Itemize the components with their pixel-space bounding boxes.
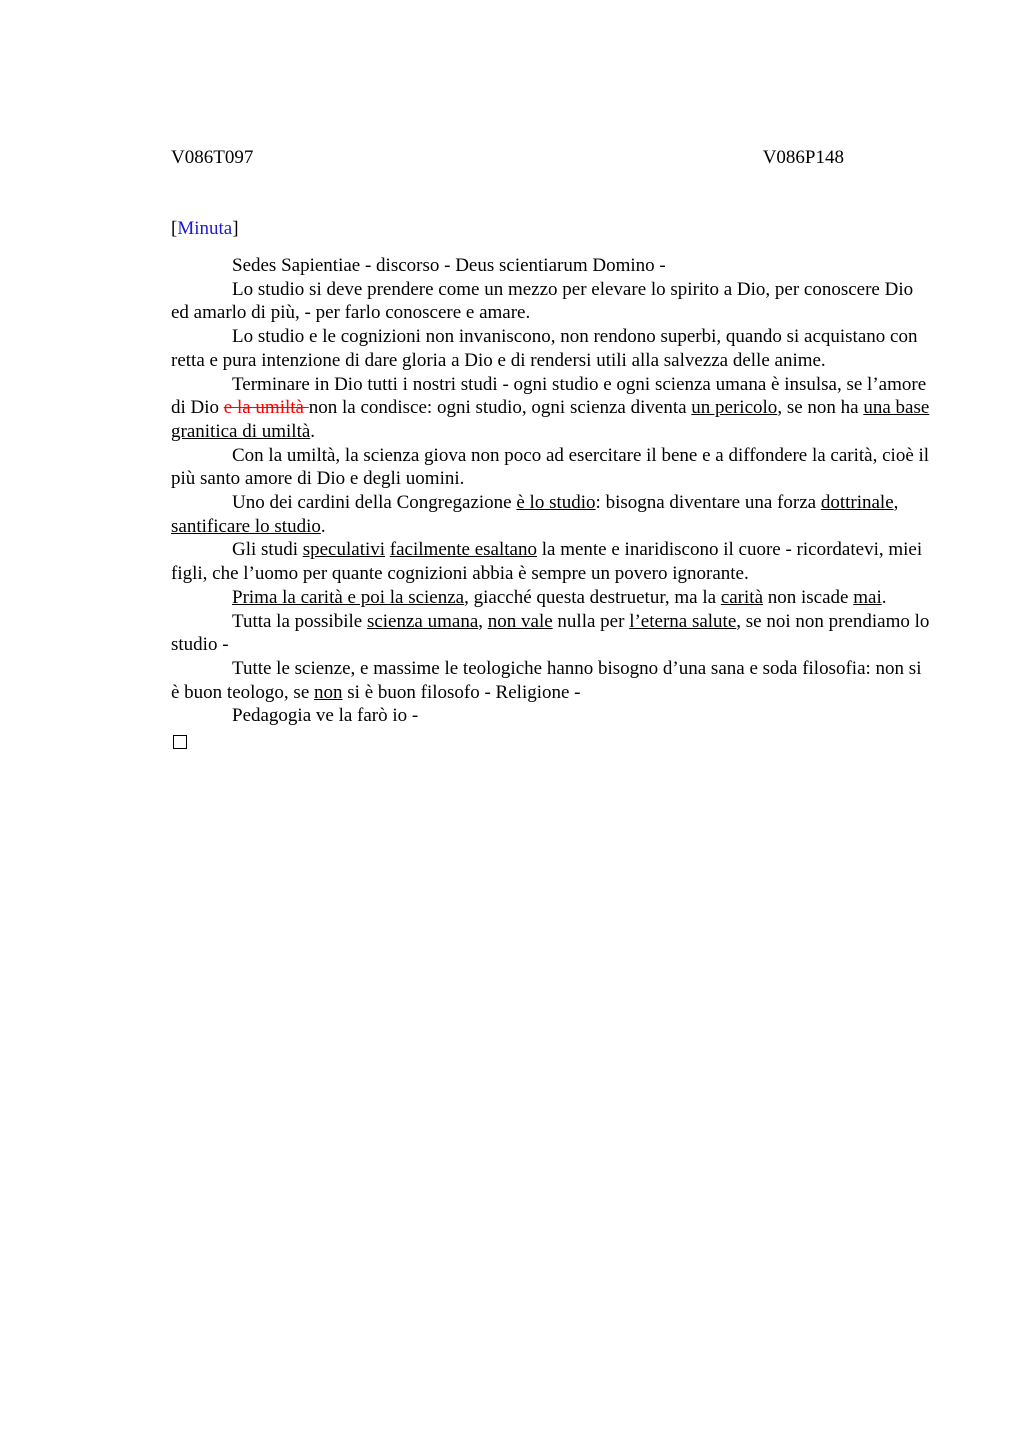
text-segment: si è buon filosofo - Religione - — [342, 681, 581, 703]
underlined-text: dottrinale — [820, 492, 894, 514]
text-segment: Con la umiltà, la scienza giova non poco ad esercitare il bene e a diffondere la carità, cioè il più santo amore di Dio e degli uomini. — [171, 444, 930, 490]
text-segment: nulla per — [552, 610, 630, 632]
paragraph — [171, 325, 931, 372]
paragraph — [171, 704, 931, 728]
text-segment: . — [881, 586, 887, 608]
underlined-text: scienza umana — [366, 610, 479, 632]
document-code-right: V086P148 — [762, 147, 844, 168]
end-marker — [171, 728, 931, 755]
paragraph — [171, 373, 931, 444]
underlined-text: una base granitica di umiltà — [171, 397, 930, 442]
document-header — [171, 145, 844, 171]
paragraph — [171, 444, 931, 491]
text-segment: Tutta la possibile — [232, 610, 367, 632]
text-segment: . — [310, 420, 316, 442]
text-segment: non iscade — [763, 586, 854, 608]
text-segment: Tutte le scienze, e massime le teologiche hanno bisogno d’una sana e soda filosofia: non si è buon teologo, se — [171, 657, 922, 703]
underlined-text: speculativi — [302, 539, 386, 561]
underlined-text: carità — [720, 586, 763, 608]
text-segment: Sedes Sapientiae - discorso - Deus scientiarum Domino - — [232, 255, 666, 276]
text-segment: : bisogna diventare una forza — [595, 492, 821, 514]
paragraph — [171, 254, 931, 278]
text-segment: , giacché questa destruetur, ma la — [464, 586, 721, 608]
text-segment: Uno dei cardini della Congregazione — [232, 492, 517, 514]
text-segment: non la condisce: ogni studio, ogni scienza diventa — [308, 397, 692, 419]
text-segment: Lo studio e le cognizioni non invaniscono, non rendono superbi, quando si acquistano con retta e pura intenzione di dare gloria a Dio e di rendersi utili alla salvezza delle anime. — [171, 326, 918, 371]
underlined-text: Prima la carità e poi la scienza — [232, 586, 465, 608]
text-segment: Pedagogia ve la farò io - — [232, 705, 419, 727]
text-segment: Terminare in Dio tutti i nostri studi - ogni studio e ogni scienza umana è insulsa, se l’amore di Dio — [171, 373, 927, 419]
minuta-link[interactable]: Minuta — [177, 218, 233, 239]
paragraph — [171, 657, 931, 704]
underlined-text: un pericolo — [691, 397, 778, 419]
underlined-text: è lo studio — [516, 492, 596, 514]
checkbox-square-icon — [173, 735, 187, 749]
text-segment: la mente e inaridiscono il cuore - ricordatevi, miei figli, che l’uomo per quante cognizioni abbia è sempre un povero ignorante. — [171, 539, 923, 585]
paragraph — [171, 538, 931, 585]
underlined-text: santificare lo studio — [171, 515, 321, 537]
text-segment: . — [320, 515, 326, 537]
text-segment: , — [478, 610, 488, 632]
text-segment: , se non ha — [777, 397, 864, 419]
underlined-text: l’eterna salute — [629, 610, 737, 632]
text-segment: , se noi non prendiamo lo studio - — [171, 610, 930, 656]
paragraph — [171, 278, 931, 325]
document-page — [171, 145, 931, 755]
underlined-text: non — [314, 681, 343, 703]
document-body — [171, 254, 931, 728]
minuta-open-bracket: [ — [171, 218, 178, 239]
struck-text: e la umiltà — [223, 397, 309, 419]
document-code-left: V086T097 — [171, 147, 254, 168]
paragraph — [171, 610, 931, 657]
text-segment: , — [893, 492, 899, 514]
text-segment: Gli studi — [232, 539, 303, 561]
underlined-text: non vale — [487, 610, 553, 632]
underlined-text: facilmente esaltano — [389, 539, 537, 561]
minuta-label — [171, 216, 931, 242]
minuta-close-bracket: ] — [232, 218, 239, 239]
paragraph — [171, 491, 931, 538]
paragraph — [171, 586, 931, 610]
text-segment: Lo studio si deve prendere come un mezzo per elevare lo spirito a Dio, per conoscere Dio ed amarlo di più, - per farlo conoscere e amare. — [171, 278, 914, 324]
underlined-text: mai — [853, 586, 882, 608]
